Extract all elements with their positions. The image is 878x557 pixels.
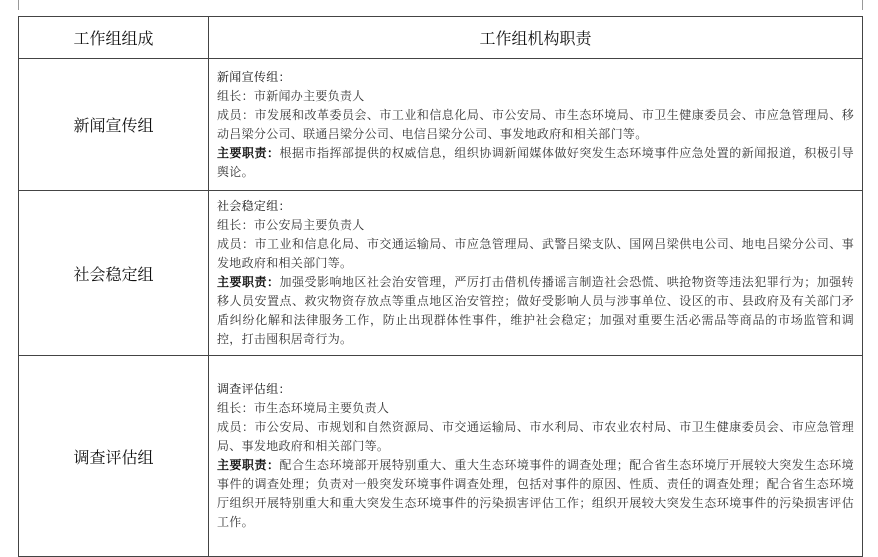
duty-label: 主要职责：: [217, 275, 280, 289]
table-row: [19, 356, 863, 557]
table-header-row: [19, 17, 863, 59]
duty-text: 加强受影响地区社会治安管理，严厉打击借机传播谣言制造社会恐慌、哄抢物资等违法犯罪行为；加强转移人员安置点、救灾物资存放点等重点地区治安管控；做好受影响人员与涉事单位、设区的市、县政府及有关部门矛盾纠纷化解和法律服务工作，防止出现群体性事件，维护社会稳定；加强对重要生活必需品等商品的市场监管和调控，打击囤积居奇行为。: [217, 275, 854, 346]
group-name-cell: 调查评估组: [19, 356, 209, 557]
page-corner-mark-right: [862, 0, 871, 10]
duty-label: 主要职责：: [217, 145, 280, 160]
group-duties: [217, 144, 854, 182]
group-title: 新闻宣传组：: [217, 69, 291, 84]
group-duties: [217, 273, 854, 349]
duty-text: 根据市指挥部提供的权威信息，组织协调新闻媒体做好突发生态环境事件应急处置的新闻报道，积极引导舆论。: [217, 145, 854, 179]
table-row: [19, 191, 863, 356]
table-row: [19, 59, 863, 191]
group-members: 成员：市发展和改革委员会、市工业和信息化局、市公安局、市生态环境局、市卫生健康委员会、市应急管理局、移动吕梁分公司、联通吕梁分公司、电信吕梁分公司、事发地政府和相关部门等。: [217, 107, 854, 141]
group-duty-cell: [209, 356, 863, 557]
group-members: 成员：市工业和信息化局、市交通运输局、市应急管理局、武警吕梁支队、国网吕梁供电公司、地电吕梁分公司、事发地政府和相关部门等。: [217, 237, 854, 270]
group-leader: 组长：市公安局主要负责人: [217, 218, 365, 232]
group-title: 社会稳定组：: [217, 199, 291, 213]
group-name-cell: 社会稳定组: [19, 191, 209, 356]
group-duty-cell: [209, 59, 863, 191]
group-members: 成员：市公安局、市规划和自然资源局、市交通运输局、市水利局、市农业农村局、市卫生健康委员会、市应急管理局、事发地政府和相关部门等。: [217, 420, 854, 453]
working-group-table: [18, 16, 863, 557]
group-duties: [217, 456, 854, 532]
group-name-cell: 新闻宣传组: [19, 59, 209, 191]
page-corner-mark-left: [10, 0, 19, 10]
group-duty-cell: [209, 191, 863, 356]
group-title: 调查评估组：: [217, 382, 291, 396]
group-leader: 组长：市新闻办主要负责人: [217, 88, 365, 103]
duty-label: 主要职责：: [217, 458, 280, 472]
group-leader: 组长：市生态环境局主要负责人: [217, 401, 390, 415]
header-group-composition: 工作组组成: [19, 17, 209, 59]
duty-text: 配合生态环境部开展特别重大、重大生态环境事件的调查处理；配合省生态环境厅开展较大突发生态环境事件的调查处理；负责对一般突发环境事件调查处理，包括对事件的原因、性质、责任的调查处理；配合省生态环境厅组织开展特别重大和重大突发生态环境事件的污染损害评估工作；组织开展较大突发生态环境事件的污染损害评估工作。: [217, 458, 854, 529]
header-group-duties: 工作组机构职责: [209, 17, 863, 59]
